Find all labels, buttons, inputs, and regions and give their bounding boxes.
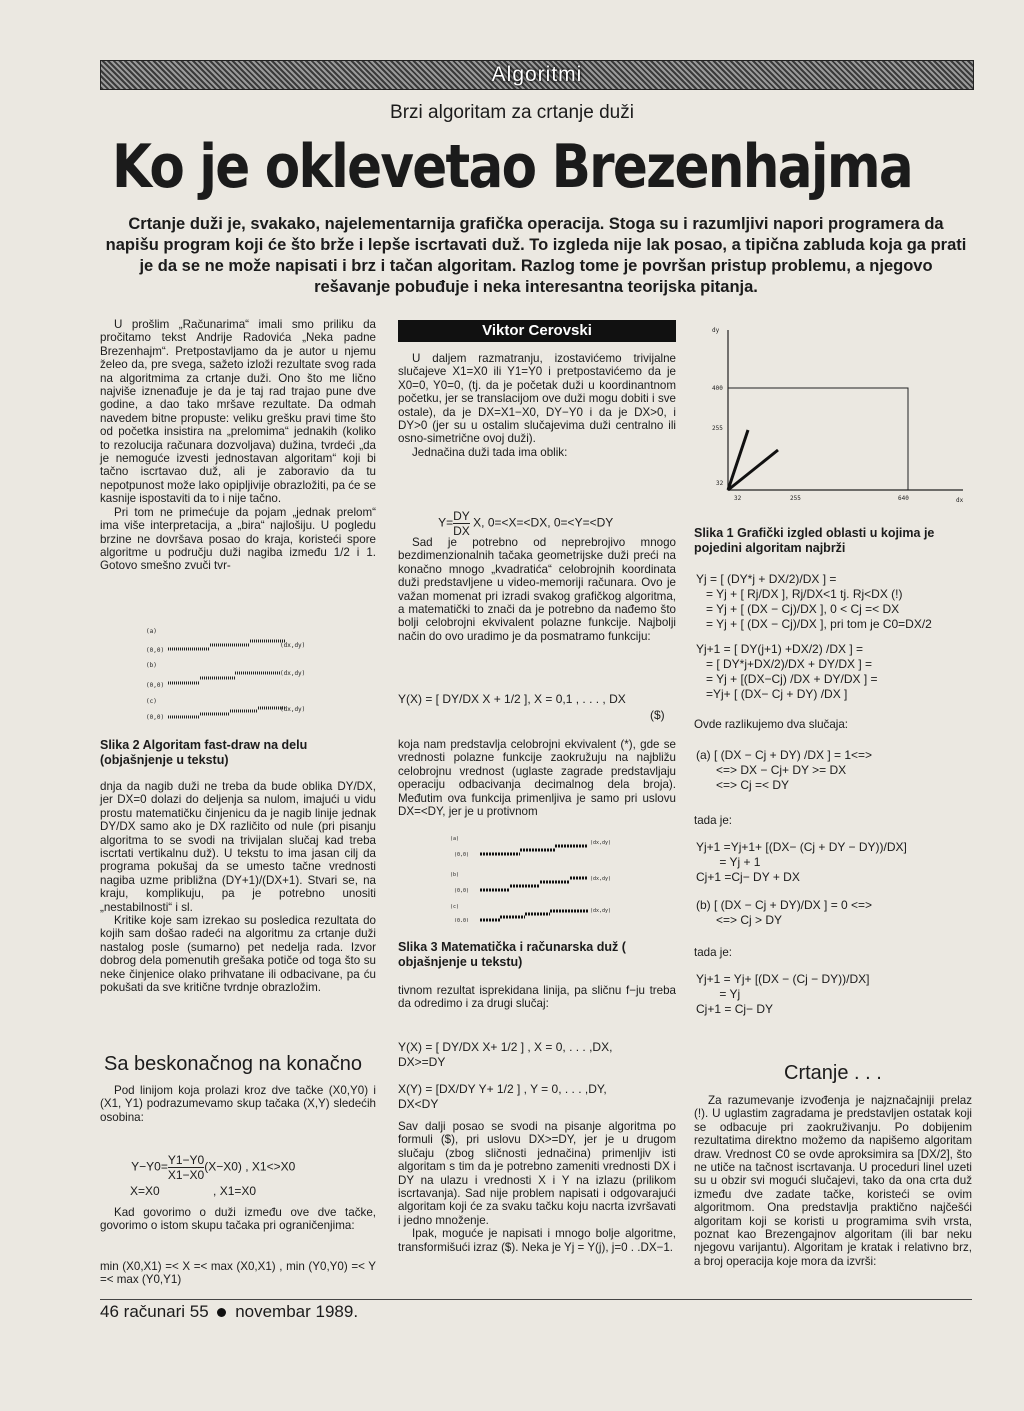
column-2-after-fig: [398, 984, 676, 1011]
fig-label-origin: (0,0): [454, 888, 470, 894]
axis-label-x: dx: [956, 497, 964, 504]
pixel-line-b: [480, 878, 588, 890]
page-footer: [100, 1302, 358, 1322]
formula-result-a: Yj+1 =Yj+1+ [(DX− (Cj + DY − DY))/DX] = Yj + 1 Cj+1 =Cj− DY + DX: [696, 840, 907, 884]
axis-label-y: dy: [712, 327, 720, 334]
issue-date: novembar 1989.: [235, 1302, 359, 1321]
paragraph: Kritike koje sam izrekao su posledica rezultata do kojih sam došao radeći na algoritmu za crtanje duži nastalog posle (sumarno) pet nedelja rada. Izvor dobrog dela pomenutih grešaka potiče od toga što su neke činjenice olako prihvatane ili odbacivane, pa ću pokušati da sve kritične tvrdnje obrazložim.: [100, 914, 376, 995]
author-byline: Viktor Cerovski: [398, 320, 676, 342]
paragraph: koja nam predstavlja celobrojni ekvivalent (*), gde se vrednosti polazne funkcije zaokružuju na najbližu celobrojnu vrednost (uglaste zagrade predstavljaju operaciju odbacivanja decimalnog dela broja). Međutim ova funkcija primenljiva je samo pri uslovu DX=<DY, jer je u protivnom: [398, 738, 676, 819]
fig-label-a: (a): [450, 836, 460, 842]
paragraph: Pod linijom koja prolazi kroz dve tačke (X0,Y0) i (X1, Y1) podrazumevamo skup tačaka (X,Y) sledećih osobina:: [100, 1084, 376, 1124]
paragraph: Sav dalji posao se svodi na pisanje algoritma po formuli ($), pri uslovu DX>=DY, jer je u drugom slučaju (zbog sličnosti jednačina) primenljiv isti algoritam s tim da je potrebno zameniti vrednosti DX i DY na ulazu i vrednosti X i Y na izlazu (prilikom iscrtavanja). Sad nije problem napisati i odgovarajući algoritam koji će za svaku tačku koju nacrta izvršavati i jedno množenje.: [398, 1120, 676, 1227]
y-tick: 400: [712, 385, 723, 392]
article-headline: Ko je oklevetao Brezenhajma: [111, 132, 913, 202]
col3-text-cases: [694, 718, 972, 731]
formula-case-a: (a) [ (DX − Cj + DY) /DX ] = 1<=> <=> DX − Cj+ DY >= DX <=> Cj =< DY: [696, 748, 873, 792]
paragraph: U prošlim „Računarima“ imali smo priliku da pročitamo tekst Andrije Radovića „Neka padne Brezenhajm“. Pretpostavljamo da je autor u njemu želeo da, pre svega, sažeto izloži rezultate svog rada na algoritmima za crtanje duži. Ono što me lično najviše iznenađuje je da je taj rad trajao pune dve godine, a dao tako mršave rezultate. Da odmah navedem bitne propuste: veliku grešku pravi time što od početka insistira na „prelomima“ jednakih (koliko to rezolucija računara dozvoljava) dužina, tvrdeći „da je nemoguće izvesti jednostavan algoritam“ koji bi tačno iscrtavao duž, ali je zaboravio da tu nepotpunost može lako opipljivije obrazložiti, pa će se kasnije ispostaviti da to i nije tačno.: [100, 318, 376, 506]
magazine-issue: računari 55: [123, 1302, 209, 1321]
paragraph: tivnom rezultat isprekidana linija, pa sličnu f−ju treba da odredimo i za drugi slučaj:: [398, 984, 676, 1011]
fig-label-end: (dx,dy): [590, 840, 612, 846]
fig-label-origin: (0,0): [146, 647, 165, 654]
formula-case-1: Y(X) = [ DY/DX X+ 1/2 ] , X = 0, . . . ,DX, DX>=DY: [398, 1040, 613, 1069]
article-lead: Crtanje duži je, svakako, najelementarnija grafička operacija. Stoga su i razumljivi napori programera da napišu program koji će što brže i lepše iscrtavati duž. To izgleda nije lak posao, a tipična zabluda koja ga prati je da se ne može napisati i brz i tačan algoritam. Razlog tome je površan pristup problemu, a njegovo rešavanje pobuđuje i neka interesantna teorijska pitanja.: [105, 215, 967, 296]
column-1-bottom: [100, 1084, 376, 1124]
fig-label-end: (dx,dy): [590, 908, 612, 914]
fig-label-origin: (0,0): [454, 918, 470, 922]
bullet-icon: [217, 1308, 226, 1317]
fig-label-origin: (0,0): [146, 682, 165, 689]
figure-3-caption: Slika 3 Matematička i računarska duž ( objašnjenje u tekstu): [398, 940, 626, 969]
paragraph: Ipak, moguće je napisati i mnogo bolje algoritme, transformišući izraz ($). Neka je Yj = Y(j), j=0 . .DX−1.: [398, 1227, 676, 1254]
footer-rule: [100, 1299, 972, 1300]
col3-then-b: [694, 946, 972, 959]
fig-label-a: (a): [146, 628, 157, 635]
fig-label-c: (c): [146, 698, 157, 705]
column-2-bottom: [398, 1120, 676, 1254]
column-2-top: [398, 352, 676, 459]
paragraph: dnja da nagib duži ne treba da bude oblika DY/DX, jer DX=0 dolazi do deljenja sa nulom, imajući u vidu prostu matematičku činjenicu da je nagib linije jednak DY/DX samo ako je DX različito od nule (pri pisanju algoritma to se svodi na trivijalan slučaj kad treba iscrtati vertikalnu duž). U tekstu to ima jasan cilj da programa pokušaj da se umesto tačne vrednosti nagiba uzme približna (DY+1)/(DX+1). Stvari se, na kraju, komplikuju, pa je potrebno unositi „nestabilnosti“ i sl.: [100, 780, 376, 914]
paragraph: Za razumevanje izvođenja je najznačajniji prelaz (!). U uglastim zagradama je predstavljen ostatak koji se odbacuje pri zaokruživanju. Po dobijenim rezultatima direktno možemo da napišemo algoritam draw. Vrednost C0 se ovde aproksimira sa [DX/2], što ne utiče na tačnost iscrtavanja. U proceduri linel uzeti su u obzir svi mogući slučajevi, tako da ona crta duž između dve zadate tačke, koristeći se ovim algoritmom. Ona predstavlja praktično najčešći algoritam koji se koristi u programima svih vrsta, poznat kao Brezengajnov algoritam (ili bar neku njegovu varijantu). Algoritam je kratak i relativno brz, a broj operacija koje mora da izvrši:: [694, 1094, 972, 1268]
article-kicker: Brzi algoritam za crtanje duži: [390, 102, 634, 123]
region-box: [728, 388, 908, 490]
page-number: 46: [100, 1302, 119, 1321]
col3-then-a: [694, 814, 972, 827]
paragraph: tada je:: [694, 946, 733, 959]
x-tick: 32: [734, 495, 742, 502]
formula-vertical: X=X0 , X1=X0: [130, 1184, 257, 1198]
y-tick: 32: [716, 480, 724, 487]
figure-2-caption: Slika 2 Algoritam fast-draw na delu (objašnjenje u tekstu): [100, 738, 308, 767]
paragraph: Jednačina duži tada ima oblik:: [412, 445, 568, 459]
formula-tag: ($): [650, 708, 665, 722]
paragraph: tada je:: [694, 814, 733, 827]
y-tick: 255: [712, 425, 723, 432]
formula-yj: Yj = [ (DY*j + DX/2)/DX ] = = Yj + [ Rj/DX ], Rj/DX<1 tj. Rj<DX (!) = Yj + [ (DX − Cj)/DX ], 0 < Cj =< DX = Yj + [ (DX − Cj)/DX ], pri tom je C0=DX/2: [696, 572, 932, 631]
fig-label-end: (dx,dy): [280, 670, 306, 677]
column-1-middle: [100, 780, 376, 995]
subheading-drawing: Crtanje . . .: [784, 1062, 882, 1084]
formula-case-b: (b) [ (DX − Cj + DY)/DX ] = 0 <=> <=> Cj > DY: [696, 898, 873, 927]
formula-line: Y−Y0= $\frac{Y1-Y0}{X1-X0}$ (X−X0) , X1<>X0: [131, 1153, 296, 1182]
fig-label-b: (b): [146, 662, 157, 669]
formula-round: Y(X) = [ DY/DX X + 1/2 ], X = 0,1 , . . . , DX: [398, 692, 626, 706]
pixel-line-a: [480, 846, 588, 854]
fig-label-end: (dx,dy): [280, 706, 306, 713]
column-1-end: [100, 1206, 376, 1233]
formula-minmax: min (X0,X1) =< X =< max (X0,X1) , min (Y0,Y0) =< Y =< max (Y0,Y1): [100, 1260, 376, 1287]
paragraph: Kad govorimo o duži između ove dve tačke, govorimo o istom skupu tačaka pri ograničenjima:: [100, 1206, 376, 1233]
column-2-lower: [398, 738, 676, 818]
paragraph: U daljem razmatranju, izostavićemo trivijalne slučajeve X1=X0 ili Y1=Y0 i pretpostavićemo da je X0=0, Y0=0, (tj. da je početak duži u koordinantnom početku, jer se translacijom ove duži mogu dobiti i sve ostale), da je DX=X1−X0, DY−Y0 i da je DX>0, i DY>0 (jer su u ostalim slučajevima duži centralno ili osno-simetrične ovoj duži).: [398, 352, 676, 446]
column-2-middle: [398, 536, 676, 643]
formula-yj1: Yj+1 = [ DY(j+1) +DX/2) /DX ] = = [ DY*j+DX/2)/DX + DY/DX ] = = Yj + [(DX−Cj) /DX + DY/DX ] = =Yj+ [ (DX− Cj + DY) /DX ]: [696, 642, 878, 701]
x-tick: 640: [898, 495, 909, 502]
fig-label-origin: (0,0): [146, 714, 165, 721]
paragraph: Pri tom ne primećuje da pojam „jednak prelom“ ima više interpretacija, a „bira“ najlošiju. U pogledu brzine ne dovršava posao do kraja, koristeći spore algoritme u području duži nagiba između 1/2 i 1. Gotovo smešno zvuči tvr-: [100, 505, 376, 573]
formula-line-equation: Y= $\frac{DY}{DX}$ X, 0=<X=<DX, 0=<Y=<DY: [438, 509, 614, 538]
section-banner: [100, 60, 974, 90]
section-title: Algoritmi: [491, 63, 583, 86]
fig-label-end: (dx,dy): [280, 642, 306, 649]
subheading-infinite: Sa beskonačnog na konačno: [104, 1053, 362, 1075]
pixel-line-b: [168, 673, 280, 683]
paragraph: Ovde razlikujemo dva slučaja:: [694, 718, 849, 731]
formula-result-b: Yj+1 = Yj+ [(DX − (Cj − DY))/DX] = Yj Cj+1 = Cj− DY: [696, 972, 870, 1016]
x-tick: 255: [790, 495, 801, 502]
figure-1-caption: Slika 1 Grafički izgled oblasti u kojima je pojedini algoritam najbrži: [694, 526, 935, 555]
pixel-line-a: [168, 641, 285, 649]
figure-2-diagram: [140, 625, 340, 725]
column-3-bottom: [694, 1094, 972, 1268]
fig-label-c: (c): [450, 904, 460, 910]
fig-label-end: (dx,dy): [590, 876, 612, 882]
pixel-line-c: [168, 708, 285, 717]
figure-3-diagram: [440, 832, 640, 922]
column-1-top: [100, 318, 376, 573]
figure-1-chart: [698, 322, 972, 512]
formula-case-2: X(Y) = [DX/DY Y+ 1/2 ] , Y = 0, . . . ,DY, DX<DY: [398, 1082, 607, 1111]
fig-label-b: (b): [450, 872, 460, 878]
paragraph: Sad je potrebno od neprebrojivo mnogo bezdimenzionalnih tačaka geometrijske duži preći na konačno mnogo „kvadratića“ celobrojnih koordinata duži predstavljene u video-memoriji računara. Ovo je važan momenat pri izradi svakog grafičkog algoritma, a matematički to znači da je potrebno da nađemo što bolji celobrojni ekvivalent polazne funkcije. Najbolji način do ovo uradimo je da posmatramo funkciju:: [398, 536, 676, 643]
pixel-line-c: [480, 911, 588, 920]
fig-label-origin: (0,0): [454, 852, 470, 858]
